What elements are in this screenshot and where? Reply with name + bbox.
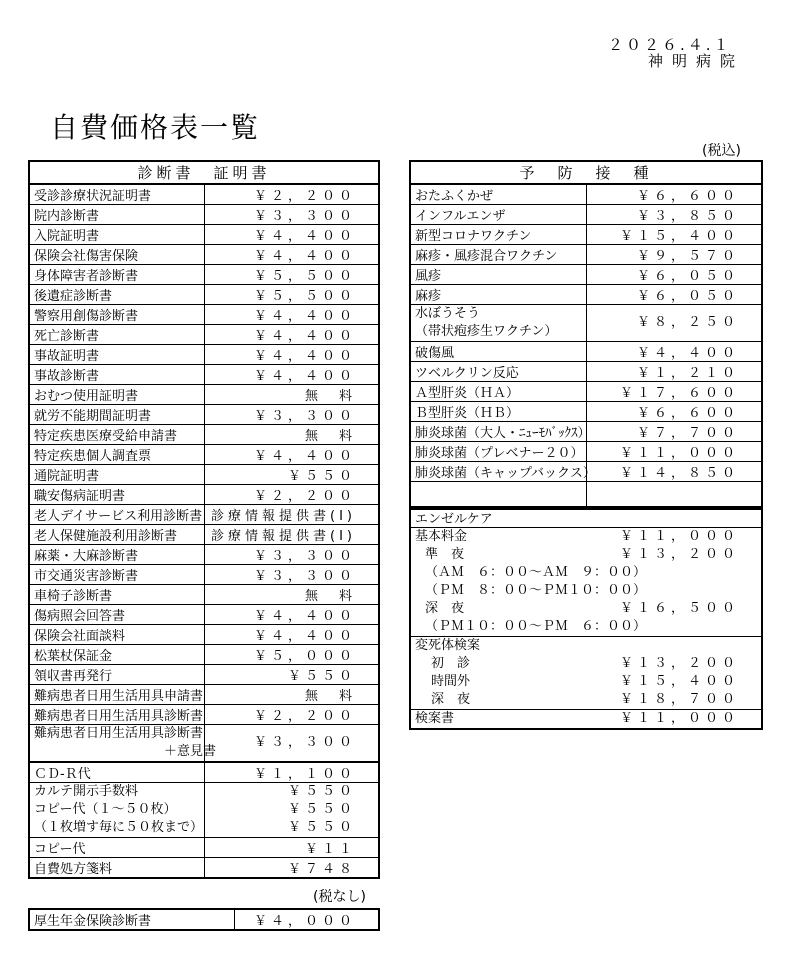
row-name: ＣＤ-Ｒ代: [29, 762, 204, 783]
table-row: [410, 265, 762, 285]
table-row: [29, 385, 379, 405]
table-row: [29, 762, 379, 783]
row-price: ￥１，１００: [204, 762, 379, 783]
row-price: ￥４，４００: [204, 225, 379, 245]
table-row: [29, 365, 379, 385]
hospital-name: 神明病院: [648, 52, 745, 70]
row-price: 無 料: [204, 385, 379, 405]
row-name: 職安傷病証明書: [29, 485, 204, 505]
row-name: 新型コロナワクチン: [410, 225, 586, 245]
row-price: ￥１４，８５０: [586, 462, 762, 482]
table-row: [410, 462, 762, 482]
row-name: 水ぼうそう: [415, 306, 481, 321]
row-name: 風疹: [410, 265, 586, 285]
row-price: 診療情報提供書(Ⅰ): [204, 525, 379, 545]
table-row: [29, 725, 379, 763]
row-price: ￥７４８: [204, 858, 379, 879]
table-row: [29, 205, 379, 225]
row-price: ￥２，２００: [204, 705, 379, 725]
table-row: [29, 838, 379, 858]
row-name: 肺炎球菌（大人・ﾆｭｰﾓﾊﾞｯｸｽ）: [410, 422, 586, 442]
angel-care-header: エンゼルケア: [410, 507, 762, 528]
row-price: ￥５５０: [204, 465, 379, 485]
vaccinations-header: 予 防 接 種: [410, 161, 762, 184]
table-row: [29, 184, 379, 205]
row-name: 麻疹・風疹混合ワクチン: [410, 245, 586, 265]
row-name: 保険会社面談料: [29, 625, 204, 645]
row-name: カルテ開示手数料: [34, 784, 139, 799]
row-price: ￥２，２００: [204, 485, 379, 505]
row-price: 無 料: [204, 425, 379, 445]
row-name: 麻疹: [410, 285, 586, 305]
row-name: 松葉杖保証金: [29, 645, 204, 665]
time-range: （ＡＭ ６：００～ＡＭ ９：００）: [425, 565, 647, 580]
table-row: [410, 362, 762, 382]
table-row: [410, 442, 762, 462]
row-name: 身体障害者診断書: [29, 265, 204, 285]
row-price: ￥４，４００: [204, 365, 379, 385]
table-row: [410, 184, 762, 205]
table-row: [410, 245, 762, 265]
table-row: [29, 605, 379, 625]
row-price: ￥４，４００: [204, 345, 379, 365]
row-price: ￥６，６００: [586, 184, 762, 205]
row-name: ツベルクリン反応: [410, 362, 586, 382]
table-row: [29, 445, 379, 465]
row-name: 市交通災害診断書: [29, 565, 204, 585]
table-row: [29, 909, 379, 930]
list-item: 基本料金 ￥１１，０００: [415, 529, 739, 544]
table-row: [410, 402, 762, 422]
table-row: [29, 505, 379, 525]
chart-disclosure-group: [29, 783, 379, 838]
documents-table: [28, 160, 380, 879]
section-label: 変死体検案: [415, 638, 481, 653]
row-price: ￥８，２５０: [586, 305, 762, 342]
row-price: ￥３，３００: [204, 545, 379, 565]
issue-date: ２０２６.４.１: [608, 36, 732, 54]
row-price: ￥９，５７０: [586, 245, 762, 265]
table-row: [29, 645, 379, 665]
row-price: 診療情報提供書(Ⅰ): [204, 505, 379, 525]
row-name: コピー代: [29, 838, 204, 858]
table-row: [29, 485, 379, 505]
row-name: 難病患者日用生活用具診断書: [34, 726, 204, 741]
row-price: ￥３，３００: [204, 565, 379, 585]
row-name: 院内診断書: [29, 205, 204, 225]
table-row: [29, 285, 379, 305]
row-price: ￥４，４００: [204, 625, 379, 645]
row-price: ￥３，８５０: [586, 205, 762, 225]
row-name: おたふくかぜ: [410, 184, 586, 205]
row-price: ￥５５０: [287, 802, 356, 817]
table-row: [29, 565, 379, 585]
row-name: 死亡診断書: [29, 325, 204, 345]
table-row: [29, 305, 379, 325]
table-row: [410, 342, 762, 362]
table-row: [29, 665, 379, 685]
table-row: [410, 305, 762, 342]
angel-care-table: [409, 506, 763, 730]
row-name: 事故診断書: [29, 365, 204, 385]
row-name: 警察用創傷診断書: [29, 305, 204, 325]
table-row: [29, 245, 379, 265]
row-price: ￥１１，０００: [586, 442, 762, 462]
row-price: ￥５５０: [287, 784, 356, 799]
row-price: ￥７，７００: [586, 422, 762, 442]
time-range: （ＰＭ１０：００～ＰＭ ６：００）: [425, 619, 647, 634]
table-row: [29, 585, 379, 605]
table-row: [29, 465, 379, 485]
row-price: ￥４，４００: [204, 305, 379, 325]
page-title: 自費価格表一覧: [50, 111, 261, 144]
list-item: 準 夜 ￥１３，２００: [425, 547, 739, 562]
row-name: 厚生年金保険診断書: [29, 909, 235, 930]
row-name: 自費処方箋料: [29, 858, 204, 879]
row-name: 通院証明書: [29, 465, 204, 485]
table-row: [410, 422, 762, 442]
row-name: 老人保健施設利用診断書: [29, 525, 204, 545]
spacer-row: [410, 482, 762, 510]
row-name: Ｂ型肝炎（ＨＢ）: [410, 402, 586, 422]
row-name: 事故証明書: [29, 345, 204, 365]
row-price: ￥４，４００: [204, 245, 379, 265]
list-item: 時間外 ￥１５，４００: [431, 674, 739, 689]
row-name: 後遺症診断書: [29, 285, 204, 305]
row-name: インフルエンザ: [410, 205, 586, 225]
table-row: [410, 225, 762, 245]
row-name: 領収書再発行: [29, 665, 204, 685]
table-row: [410, 205, 762, 225]
row-price: ￥５５０: [287, 820, 356, 835]
row-name: 特定疾患医療受給申請書: [29, 425, 204, 445]
row-price: ￥３，３００: [204, 725, 379, 763]
table-row: [29, 525, 379, 545]
row-name: 入院証明書: [29, 225, 204, 245]
row-price: ￥６，６００: [586, 402, 762, 422]
row-price: ￥５，５００: [204, 265, 379, 285]
row-name: コピー代（１～５０枚）: [34, 802, 177, 817]
row-name: 車椅子診断書: [29, 585, 204, 605]
list-item: 深 夜 ￥１６，５００: [425, 601, 739, 616]
row-name-2: ＋意見書: [164, 744, 217, 759]
row-price: ￥２，２００: [204, 184, 379, 205]
row-name: 老人デイサービス利用診断書: [29, 505, 204, 525]
row-name: Ａ型肝炎（ＨＡ）: [410, 382, 586, 402]
row-name: 保険会社傷害保険: [29, 245, 204, 265]
table-row: [29, 325, 379, 345]
list-item: 検案書 ￥１１，０００: [415, 711, 739, 726]
row-price: ￥４，０００: [235, 909, 380, 930]
documents-header: 診断書 証明書: [29, 161, 379, 184]
row-name: 麻薬・大麻診断書: [29, 545, 204, 565]
row-name: 難病患者日用生活用具申請書: [29, 685, 204, 705]
row-name: （１枚増す毎に５０枚まで）: [34, 820, 204, 835]
row-name: 破傷風: [410, 342, 586, 362]
row-price: 無 料: [204, 585, 379, 605]
table-row: [29, 425, 379, 445]
row-price: ￥１５，４００: [586, 225, 762, 245]
tax-included-label: (税込): [702, 143, 741, 159]
table-row: [29, 545, 379, 565]
row-name: 受診診療状況証明書: [29, 184, 204, 205]
row-price: ￥４，４００: [204, 445, 379, 465]
row-price: ￥６，０５０: [586, 265, 762, 285]
non-taxed-table: [28, 908, 380, 931]
row-name: 傷病照会回答書: [29, 605, 204, 625]
row-price: ￥５，５００: [204, 285, 379, 305]
time-range: （ＰＭ ８：００～ＰＭ１０：００）: [425, 583, 647, 598]
table-row: [29, 225, 379, 245]
row-name: 難病患者日用生活用具診断書: [29, 705, 204, 725]
list-item: 深 夜 ￥１８，７００: [431, 692, 739, 707]
row-price: ￥３，３００: [204, 405, 379, 425]
table-row: [29, 625, 379, 645]
row-price: ￥６，０５０: [586, 285, 762, 305]
row-name-2: （帯状疱疹生ワクチン）: [415, 324, 558, 339]
row-price: ￥４，４００: [204, 605, 379, 625]
row-price: ￥１，２１０: [586, 362, 762, 382]
table-row: [29, 265, 379, 285]
table-row: [29, 705, 379, 725]
row-price: ￥１７，６００: [586, 382, 762, 402]
tax-excluded-label: (税なし): [313, 889, 366, 905]
row-name: 就労不能期間証明書: [29, 405, 204, 425]
row-price: ￥５５０: [204, 665, 379, 685]
row-price: ￥３，３００: [204, 205, 379, 225]
table-row: [410, 285, 762, 305]
row-price: ￥５，０００: [204, 645, 379, 665]
row-price: ￥４，４００: [586, 342, 762, 362]
table-row: [29, 345, 379, 365]
row-name: 肺炎球菌（キャップバックス）: [410, 462, 586, 482]
row-name: 特定疾患個人調査票: [29, 445, 204, 465]
table-row: [29, 405, 379, 425]
table-row: [29, 858, 379, 879]
row-name: 肺炎球菌（プレベナー２０）: [410, 442, 586, 462]
table-row: [29, 685, 379, 705]
list-item: 初 診 ￥１３，２００: [431, 656, 739, 671]
row-price: ￥１１: [204, 838, 379, 858]
row-name: おむつ使用証明書: [29, 385, 204, 405]
vaccinations-table: [409, 160, 763, 510]
table-row: [410, 382, 762, 402]
row-price: ￥４，４００: [204, 325, 379, 345]
row-price: 無 料: [204, 685, 379, 705]
